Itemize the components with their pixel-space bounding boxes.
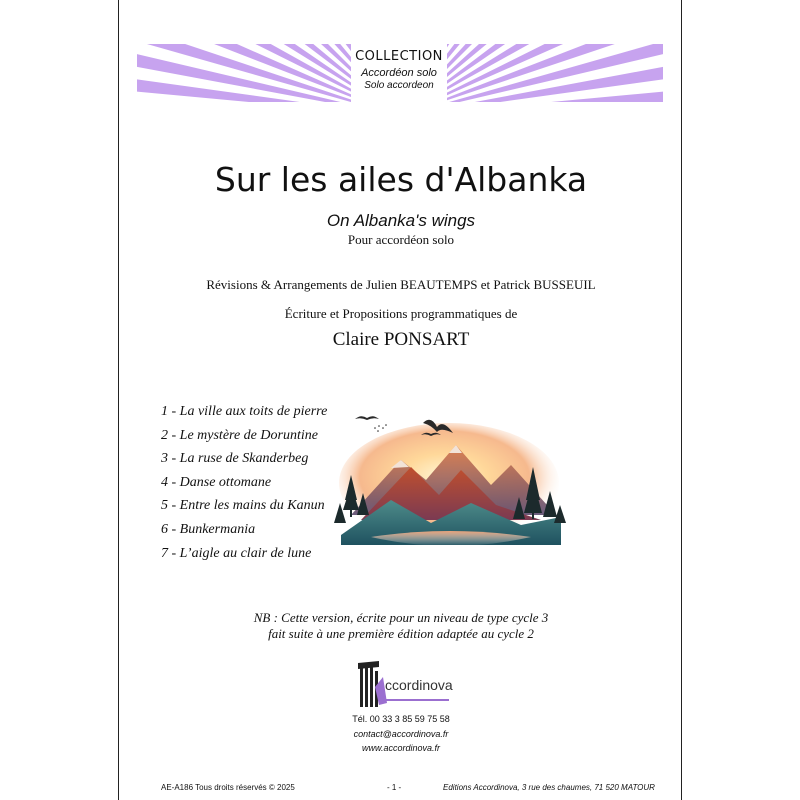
logo-text: ccordinova: [385, 677, 453, 693]
footer-left: AE-A186 Tous droits réservés © 2025: [161, 783, 295, 792]
author-name: Claire PONSART: [332, 329, 470, 350]
instrument-line: Pour accordéon solo: [347, 232, 455, 247]
collection-banner: [137, 44, 663, 102]
track-item: 7 - L’aigle au clair de lune: [161, 545, 312, 561]
collection-line-2: Solo accordeon: [364, 80, 434, 91]
track-list: [161, 403, 327, 568]
edition-note: [119, 610, 683, 642]
mountain-illustration: [331, 405, 567, 557]
collection-line-1: Accordéon solo: [361, 67, 437, 79]
track-item: 3 - La ruse de Skanderbeg: [161, 451, 309, 467]
revisions-credit: Révisions & Arrangements de Julien BEAUTEMPS et Patrick BUSSEUIL: [206, 277, 596, 292]
collection-box: [351, 44, 447, 102]
track-item: 6 - Bunkermania: [161, 521, 256, 537]
track-item: 5 - Entre les mains du Kanun: [161, 498, 325, 514]
track-item: 4 - Danse ottomane: [161, 474, 272, 490]
note-line-1: NB : Cette version, écrite pour un niveau de type cycle 3: [253, 610, 549, 625]
bird-1: [355, 416, 379, 420]
document-page: [118, 0, 682, 800]
contact-phone: Tél. 00 33 3 85 59 75 58: [352, 714, 450, 724]
note-line-2: fait suite à une première édition adaptée au cycle 2: [268, 626, 534, 641]
english-subtitle: On Albanka's wings: [326, 211, 476, 230]
track-item: 2 - Le mystère de Doruntine: [161, 427, 318, 443]
footer-right: Editions Accordinova, 3 rue des chaumes, 71 520 MATOUR: [443, 783, 655, 792]
page-title: Sur les ailes d'Albanka: [214, 160, 588, 199]
accordinova-logo: [357, 659, 457, 709]
collection-label: COLLECTION: [355, 49, 443, 64]
writing-credit: Écriture et Propositions programmatiques de: [284, 306, 518, 321]
track-item: 1 - La ville aux toits de pierre: [161, 404, 328, 419]
contact-website: www.accordinova.fr: [361, 743, 441, 753]
contact-email: contact@accordinova.fr: [353, 729, 449, 739]
page-number: - 1 -: [387, 783, 402, 792]
